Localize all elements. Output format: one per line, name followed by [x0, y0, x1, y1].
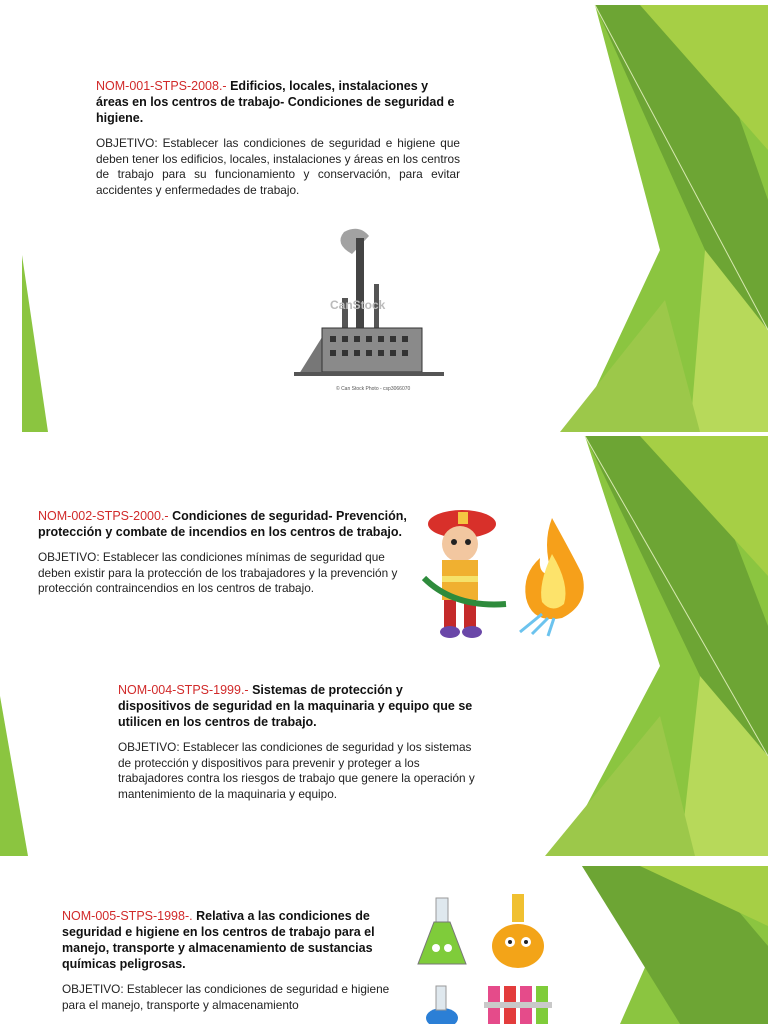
- slide-2: [0, 436, 768, 856]
- image-watermark: CanStock: [330, 298, 386, 312]
- nom-005-title: [62, 908, 408, 972]
- nom-005-title-text: Relativa a las condiciones de seguridad e higiene en los centros de trabajo para el manejo, transporte y almacenamiento de sustancias químicas peligrosas.: [62, 909, 375, 971]
- firefighter-icon: [414, 508, 510, 640]
- nom-002-objective: OBJETIVO: Establecer las condiciones mínimas de seguridad que deben existir para la protección de los trabajadores y la prevención y protección contraincendios en los centros de trabajo.: [38, 550, 398, 595]
- nom-002-block: [38, 508, 410, 597]
- nom-001-objective: OBJETIVO: Establecer las condiciones de seguridad e higiene que deben tener los edificios, locales, instalaciones y áreas en los centros de trabajo para su funcionamiento y conservación, para evitar accidentes y enfermedades de trabajo.: [96, 136, 460, 197]
- nom-005-code: NOM-005-STPS-1998-.: [62, 909, 193, 923]
- slide-3: [0, 866, 768, 1024]
- nom-004-objective: OBJETIVO: Establecer las condiciones de seguridad y los sistemas de protección y dispositivos para prevenir y proteger a los trabajadores contra los riesgos de trabajo que genere la operación y mantenimiento de la maquinaria y equipo.: [118, 740, 475, 801]
- test-tubes-icon: [482, 978, 554, 1024]
- nom-001-title: [96, 78, 460, 126]
- nom-001-block: [96, 78, 460, 198]
- nom-005-block: [62, 908, 408, 1013]
- nom-002-title-text: Condiciones de seguridad- Prevención, protección y combate de incendios en los centros de trabajo.: [38, 509, 407, 539]
- slide-gap: [0, 856, 768, 866]
- nom-001-title-text: Edificios, locales, instalaciones y áreas en los centros de trabajo- Condiciones de seguridad e higiene.: [96, 79, 455, 125]
- nom-005-objective: OBJETIVO: Establecer las condiciones de seguridad e higiene para el manejo, transporte y almacenamiento: [62, 982, 390, 1012]
- nom-001-code: NOM-001-STPS-2008.-: [96, 79, 227, 93]
- slide-1: [0, 0, 768, 432]
- nom-002-code: NOM-002-STPS-2000.-: [38, 509, 169, 523]
- nom-002-title: [38, 508, 410, 540]
- nom-004-code: NOM-004-STPS-1999.-: [118, 683, 249, 697]
- nom-004-block: [118, 682, 478, 802]
- nom-004-title: [118, 682, 478, 730]
- nom-004-title-text: Sistemas de protección y dispositivos de seguridad en la maquinaria y equipo que se utilicen en los centros de trabajo.: [118, 683, 473, 729]
- fire-icon: [512, 514, 592, 638]
- image-caption: © Can Stock Photo - csp3066070: [336, 386, 411, 392]
